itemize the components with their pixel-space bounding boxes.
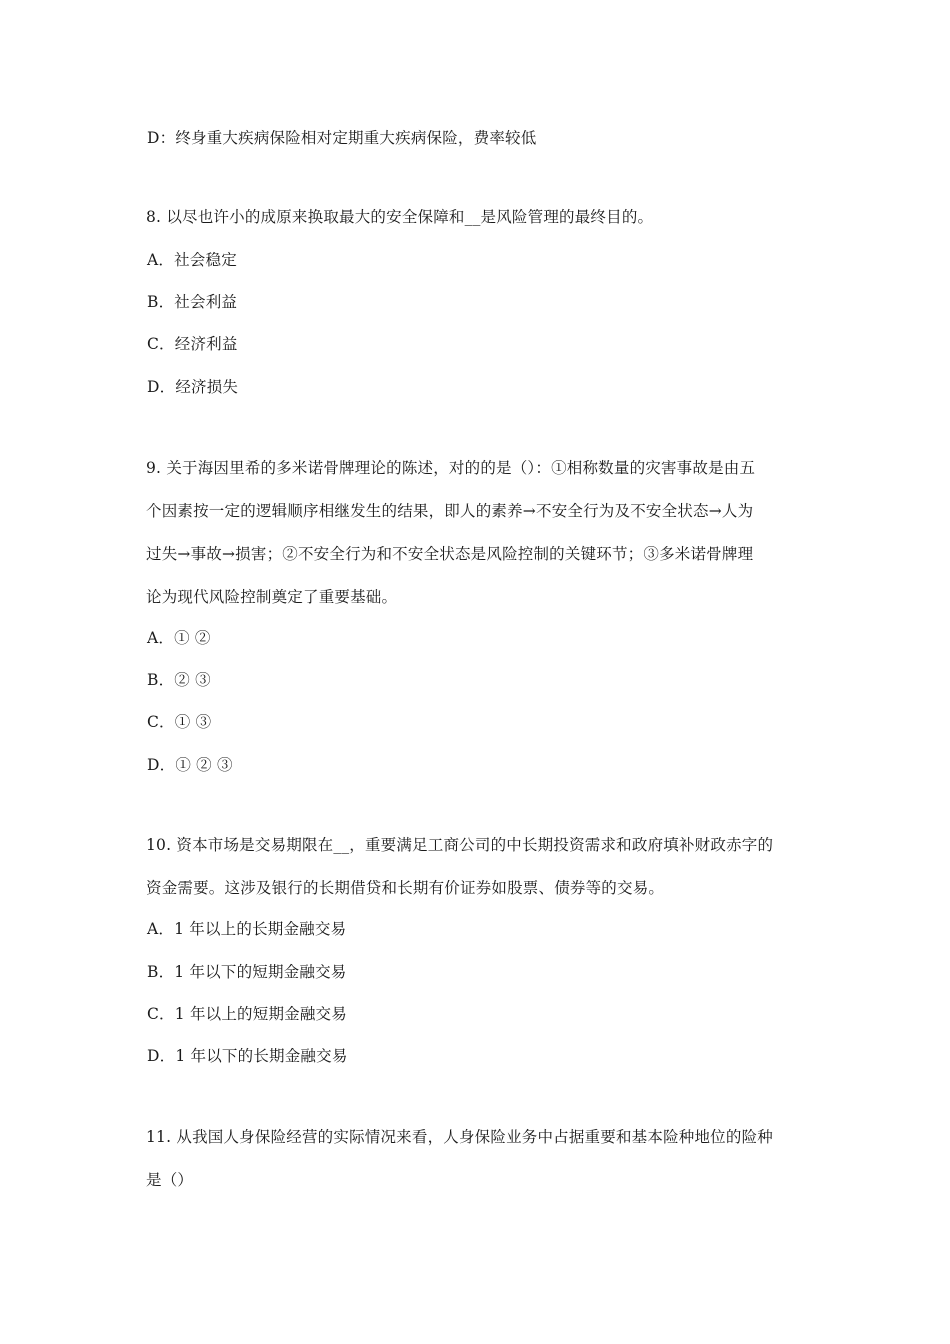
q10-option-b: B．1 年以下的短期金融交易 [147,963,347,981]
q9-option-d: D．① ② ③ [147,756,233,774]
q8-option-c: C．经济利益 [147,335,238,353]
q8-option-b: B．社会利益 [147,293,238,311]
q8-option-d: D．经济损失 [147,378,239,396]
q9-stem-line-3: 过失→事故→损害；②不安全行为和不安全状态是风险控制的关键环节；③多米诺骨牌理 [146,545,754,563]
q9-stem-line-1: 9. 关于海因里希的多米诺骨牌理论的陈述，对的的是（）：①相称数量的灾害事故是由五 [146,459,756,477]
q9-option-a: A．① ② [147,629,211,647]
q9-option-b: B．② ③ [147,671,211,689]
q10-option-c: C．1 年以上的短期金融交易 [147,1005,347,1023]
q11-stem-line-2: 是（） [146,1171,194,1189]
q7-option-d: D：终身重大疾病保险相对定期重大疾病保险，费率较低 [147,129,537,147]
q10-option-a: A．1 年以上的长期金融交易 [147,920,347,938]
q10-stem-line-1: 10. 资本市场是交易期限在__，重要满足工商公司的中长期投资需求和政府填补财政赤字的 [146,836,774,854]
q9-option-c: C．① ③ [147,713,212,731]
q8-option-a: A．社会稳定 [147,251,237,269]
q9-stem-line-4: 论为现代风险控制奠定了重要基础。 [146,588,398,606]
q11-stem-line-1: 11. 从我国人身保险经营的实际情况来看，人身保险业务中占据重要和基本险种地位的险种 [146,1128,773,1146]
q9-stem-line-2: 个因素按一定的逻辑顺序相继发生的结果，即人的素养→不安全行为及不安全状态→人为 [146,502,754,520]
q10-stem-line-2: 资金需要。这涉及银行的长期借贷和长期有价证券如股票、债券等的交易。 [146,879,665,897]
q8-stem: 8. 以尽也许小的成原来换取最大的安全保障和__是风险管理的最终目的。 [146,208,654,226]
q10-option-d: D．1 年以下的长期金融交易 [147,1047,348,1065]
